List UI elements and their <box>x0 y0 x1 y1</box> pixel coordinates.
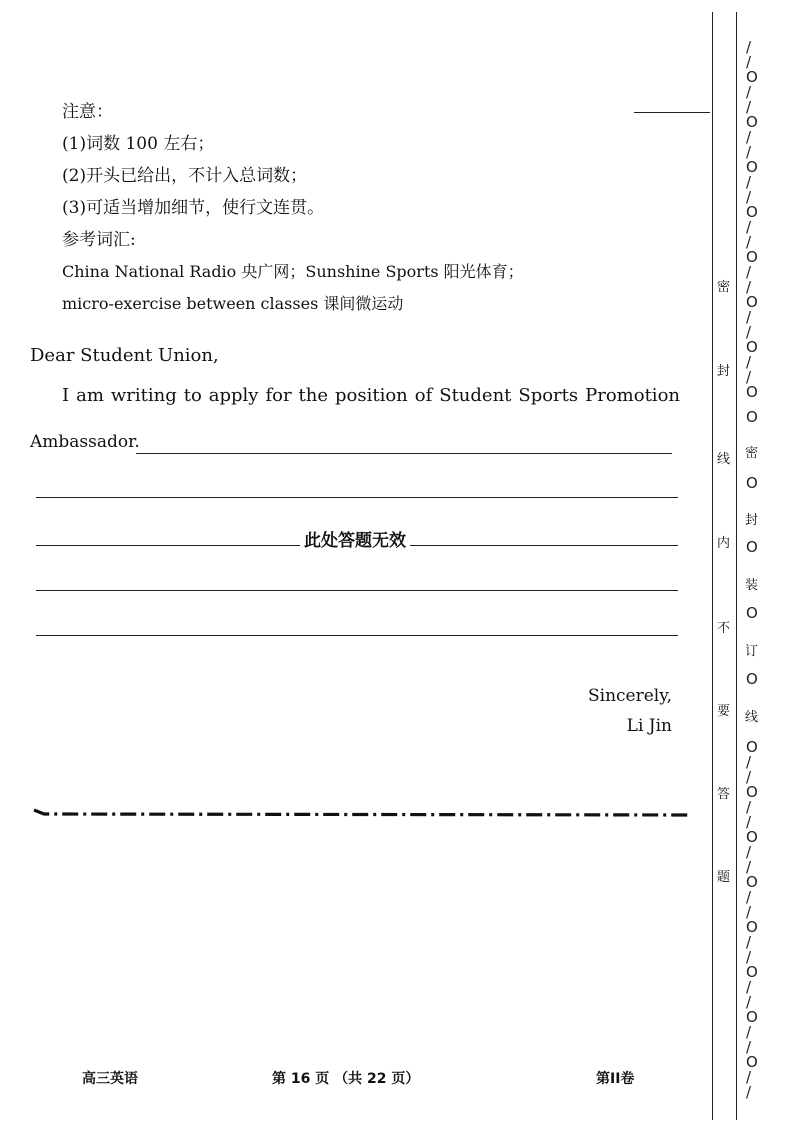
notes-heading: 注意： <box>62 102 113 122</box>
binding-line-inner <box>736 12 737 1120</box>
binding-ring-pattern: O <box>746 538 758 556</box>
writing-line[interactable] <box>36 497 678 498</box>
letter-intro-cont: Ambassador. <box>30 432 140 452</box>
closing: Sincerely, <box>588 686 672 706</box>
seal-char: 密 <box>717 280 731 295</box>
invalid-notice: 此处答题无效 <box>300 526 410 551</box>
note-item: (1)词数 100 左右； <box>62 134 215 154</box>
letter-intro: I am writing to apply for the position of Student Sports Promotion <box>62 385 680 406</box>
note-item: (3)可适当增加细节，使行文连贯。 <box>62 198 325 218</box>
footer-subject: 高三英语 <box>82 1071 138 1087</box>
seal-char-inner: 装 <box>745 578 759 593</box>
footer-volume: 第II卷 <box>596 1071 635 1087</box>
binding-line-outer <box>712 12 713 1120</box>
seal-char: 不 <box>717 621 731 636</box>
vocab-heading: 参考词汇: <box>62 230 136 250</box>
notes-block <box>62 96 524 320</box>
writing-line[interactable] <box>136 453 672 454</box>
seal-char: 题 <box>717 870 731 885</box>
binding-ring-pattern: O <box>746 408 758 426</box>
seal-char-inner: 线 <box>745 710 759 725</box>
binding-ring-pattern: O <box>746 670 758 688</box>
seal-char-inner: 订 <box>745 644 759 659</box>
binding-ring-pattern: O <box>746 474 758 492</box>
binding-ring-pattern: O / / O / / O / / O / / O / / O / / O / / O / / <box>746 738 758 1101</box>
seal-char: 答 <box>717 787 731 802</box>
seal-char: 要 <box>717 704 731 719</box>
seal-char-inner: 密 <box>745 446 759 461</box>
signature: Li Jin <box>626 716 672 736</box>
top-rule <box>634 112 710 113</box>
cut-line <box>32 806 692 820</box>
footer-page: 第 16 页 （共 22 页） <box>272 1071 420 1087</box>
note-item: (2)开头已给出，不计入总词数； <box>62 166 308 186</box>
writing-line[interactable] <box>36 635 678 636</box>
writing-line[interactable] <box>36 590 678 591</box>
binding-ring-pattern: / / O / / O / / O / / O / / O / / O / / O / / O <box>746 38 758 401</box>
seal-char: 线 <box>717 452 731 467</box>
binding-ring-pattern: O <box>746 604 758 622</box>
vocab-line: China National Radio 央广网；Sunshine Sports 阳光体育； <box>62 262 524 281</box>
seal-char: 封 <box>717 364 731 379</box>
seal-char: 内 <box>717 536 731 551</box>
salutation: Dear Student Union, <box>30 345 219 366</box>
vocab-line: micro-exercise between classes 课间微运动 <box>62 294 404 313</box>
seal-char-inner: 封 <box>745 513 759 528</box>
